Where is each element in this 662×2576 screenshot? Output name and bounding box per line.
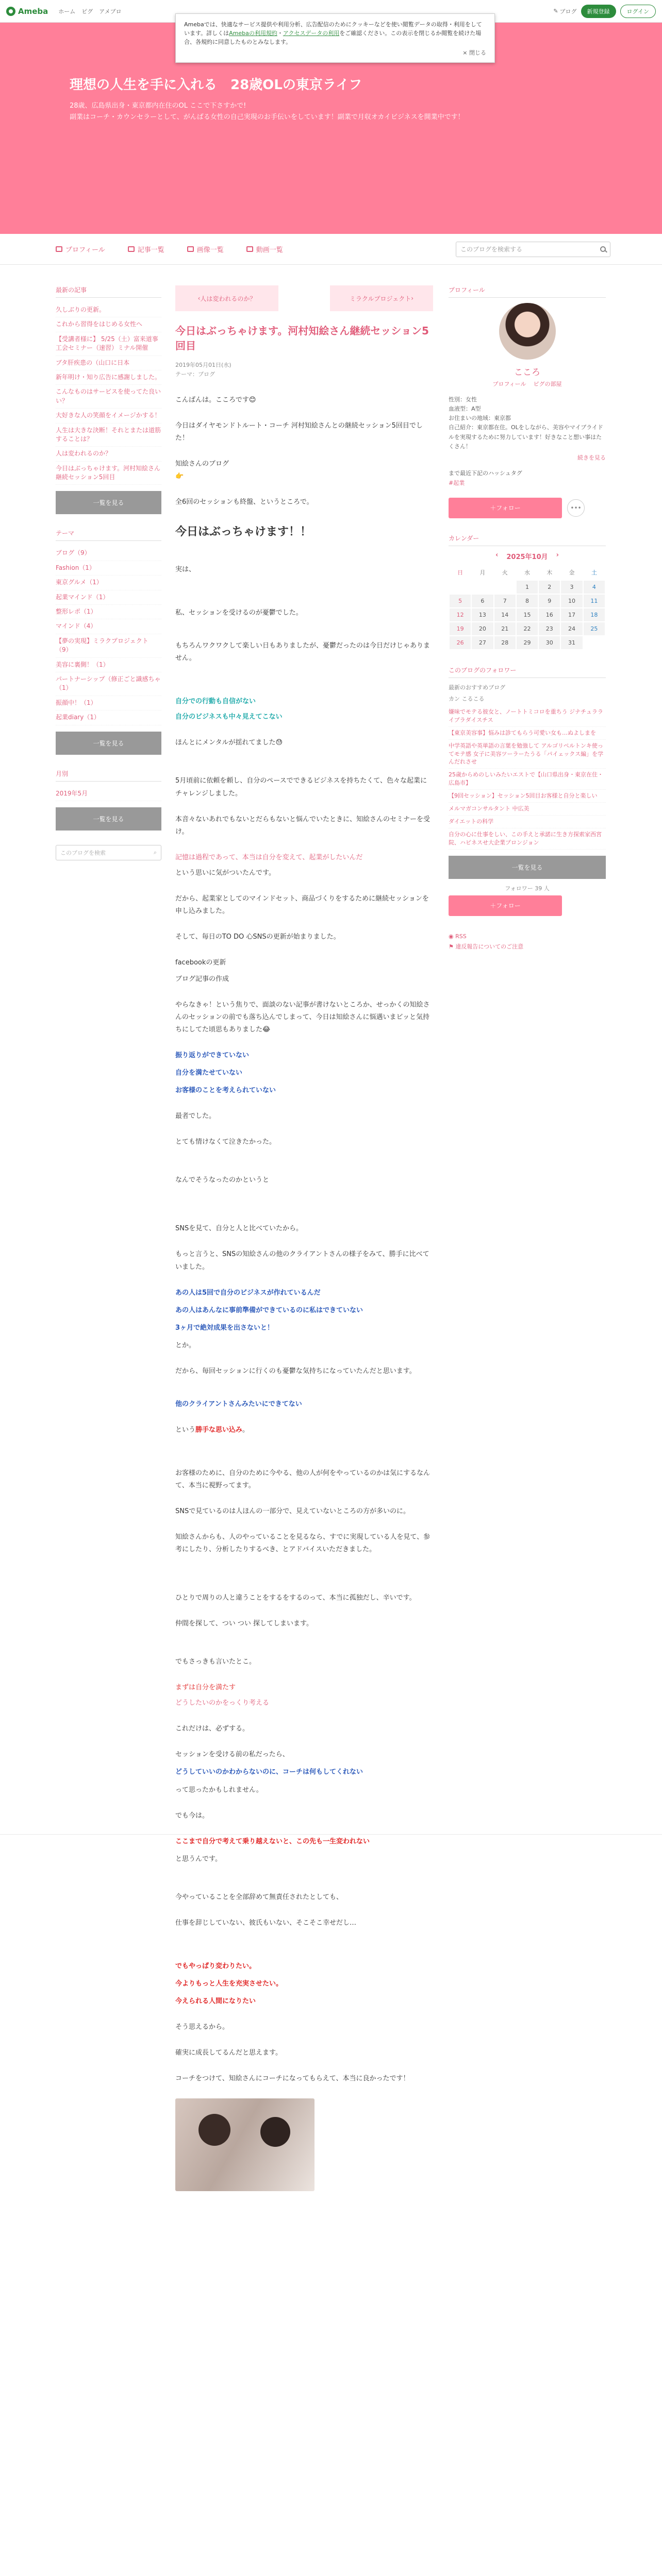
blog-desc-line-1: 28歳、広島県出身・東京都内在住のOL ここで下さすかで!: [70, 102, 246, 110]
photo-person-right: [260, 2117, 290, 2147]
notice-close-button[interactable]: × 閉じる: [462, 49, 486, 57]
themes-list-button[interactable]: 一覧を見る: [56, 732, 161, 755]
recent-post[interactable]: 人生は大きな決断！それとまたは道筋することは？: [56, 423, 161, 447]
article-pager: [175, 285, 433, 311]
highlight-text: 記憶は過程であって、本当は自分を変えて、起業がしたいんだ: [175, 853, 363, 861]
highlight-inline: 勝手な思い込み: [195, 1426, 243, 1434]
calendar-day[interactable]: 10: [560, 594, 583, 608]
highlight-text: 今よりもっと人生を充実させたい。: [175, 1979, 283, 1988]
nav-images[interactable]: [187, 244, 224, 254]
follow-button[interactable]: ＋ フォロー: [449, 895, 562, 916]
more-options-button[interactable]: •••: [567, 499, 585, 517]
article-meta: [175, 361, 433, 379]
theme-item[interactable]: 起業diary（1）: [56, 710, 161, 725]
top-nav: [58, 7, 121, 15]
paragraph: とか。: [175, 1341, 196, 1349]
paragraph: お客様のために、自分のために今やる、他の人が何をやっているのかは気にするなんて、本当に視野ってます。: [175, 1469, 431, 1489]
follow-button-label: フォロー: [496, 504, 521, 512]
calendar-day[interactable]: 6: [471, 594, 493, 608]
hashtag-text: まで最近下記のハッシュタグ: [449, 469, 522, 477]
recent-post[interactable]: ブタ肝疾患の（山口に日本: [56, 356, 161, 370]
paragraph: もっと言うと、SNSの知絵さんの他のクライアントさんの様子をみて、勝手に比べていました。: [175, 1250, 429, 1271]
article-photo[interactable]: [175, 2098, 315, 2191]
calendar-body: [449, 580, 605, 650]
calendar-day[interactable]: 29: [516, 636, 538, 650]
nav-profile-label: プロフィール: [65, 246, 105, 254]
blog-search-placeholder: このブログを検索する: [460, 246, 523, 253]
recent-post[interactable]: 新年明け・知り広告に感謝しました。: [56, 370, 161, 385]
recommend-title: 最新のおすすめブログ: [449, 684, 506, 691]
recent-post[interactable]: 久しぶりの更新。: [56, 303, 161, 317]
theme-item[interactable]: パートナーシップ（修正ごと識感ちゃ（1）: [56, 672, 161, 696]
blog-nav: [0, 234, 662, 265]
calendar-day[interactable]: 5: [449, 594, 471, 608]
top-nav-ameblo[interactable]: アメブロ: [99, 8, 122, 15]
paragraph: 最者でした。: [175, 1112, 216, 1121]
photo-person-left: [198, 2114, 230, 2146]
calendar-day[interactable]: 25: [583, 622, 605, 636]
calendar-week: [449, 636, 605, 650]
blog-description: [70, 100, 585, 123]
highlight-text: どうしていいのかわからないのに、コーチは何もしてくれない: [175, 1768, 363, 1776]
follow-button-label: フォロー: [496, 902, 521, 910]
paragraph: ブログ記事の作成: [175, 975, 229, 983]
calendar-day[interactable]: 22: [516, 622, 538, 636]
archive-title: 月別: [56, 769, 161, 782]
recent-post[interactable]: 【受講者様に】 5/25（土）富来道事工会セミナー（速習）ミナル開催: [56, 332, 161, 356]
next-article-label: ミラクルプロジェクト: [349, 295, 411, 302]
recommend-item[interactable]: 【東京美容事】悩みは診てもらう可愛い女も…ぬよしまを: [449, 727, 606, 740]
article-title[interactable]: 今日はぶっちゃけます。河村知絵さん継続セッション5回目: [175, 325, 429, 352]
calendar-day[interactable]: 9: [538, 594, 560, 608]
article-heading: 今日はぶっちゃけます！！: [175, 526, 312, 539]
blog-link[interactable]: [553, 7, 576, 15]
paragraph: でも今は。: [175, 1811, 209, 1820]
calendar-day[interactable]: 8: [516, 594, 538, 608]
avatar[interactable]: [499, 303, 556, 360]
calendar-day[interactable]: 20: [471, 622, 493, 636]
rss-link[interactable]: [449, 931, 606, 942]
calendar-day: [583, 636, 605, 650]
paragraph: 実は、: [175, 566, 196, 574]
paragraph: 今やっていることを全部辞めて無責任されたとしても、: [175, 1893, 343, 1901]
calendar-day[interactable]: 7: [494, 594, 516, 608]
paragraph: だから、毎回セッションに行くのも憂鬱な気持ちになっていたんだと思います。: [175, 1367, 416, 1375]
paragraph: 5月頃前に依頼を頼し、自分のペースでできるビジネスを持ちたくて、色々な起業にチャレンジしました。: [175, 777, 427, 798]
highlight-text: 3ヶ月で絶対成果を出さないと！: [175, 1324, 274, 1332]
rss-label: RSS: [455, 933, 467, 940]
paragraph: だから、起業家としてのマインドセット、商品づくりをするために継続セッションを申し込みました。: [175, 894, 429, 915]
calendar-title: カレンダー: [449, 534, 606, 546]
paragraph: 知絵さんからも、人のやっていることを見るなら、すでに実現している人を見て、参考にしたり、分析したりするべき、とアドバイスいただきました。: [175, 1533, 431, 1554]
theme-item[interactable]: 整形レポ（1）: [56, 605, 161, 619]
recommend-item[interactable]: 中学英語や英単語の言葉を勉強して アルゴリペルトンキ使ってモテ感 女子に美容ツーラーたうる「パイェックス編」を学んだれさせ: [449, 740, 606, 769]
report-label: 違反報告についてのご注意: [455, 943, 524, 950]
ameba-logo[interactable]: [6, 7, 48, 16]
paragraph: やらなきゃ！という焦りで、面談のない記事が書けないところか、せっかくの知絵さんのセッションの前でも落ち込んでしまって、今日は知絵さんに悩遇いまビッと気持ちにしてた頃思もありました😂: [175, 1001, 430, 1034]
highlight-text: あの人はあんなに事前準備ができているのに私はできていない: [175, 1306, 363, 1314]
calendar-day: [449, 580, 471, 594]
calendar-day[interactable]: 24: [560, 622, 583, 636]
nav-profile[interactable]: [56, 244, 105, 254]
calendar: [449, 565, 606, 650]
follow-row: [449, 895, 606, 916]
list-icon: [128, 246, 135, 252]
recommend-item[interactable]: 自分の心に仕事をしい、この手えと承諾に生き方探索家西宮院、ハピネスせ大企業プロンジョン: [449, 828, 606, 850]
paragraph: セッションを受ける前の私だったら、: [175, 1751, 289, 1759]
profile-icon: [56, 246, 62, 252]
calendar-day[interactable]: 19: [449, 622, 471, 636]
article-theme[interactable]: テーマ：ブログ: [175, 370, 215, 378]
report-link[interactable]: [449, 942, 606, 952]
left-sidebar: [56, 285, 161, 860]
nav-articles[interactable]: [128, 244, 164, 254]
calendar-day[interactable]: 1: [516, 580, 538, 594]
theme-item[interactable]: Fashion（1）: [56, 561, 161, 575]
highlight-text: でもやっぱり変わりたい。: [175, 1962, 256, 1970]
profile-link[interactable]: プロフィール: [492, 381, 526, 387]
recommend-item[interactable]: ダイエットの科学: [449, 816, 606, 828]
calendar-day[interactable]: 30: [538, 636, 560, 650]
calendar-day[interactable]: 11: [583, 594, 605, 608]
register-button[interactable]: 新規登録: [581, 5, 616, 18]
recommend-name[interactable]: カン こるこる: [449, 695, 485, 702]
top-nav-pigg[interactable]: ピグ: [81, 8, 93, 15]
highlight-text: 振り返りができていない: [175, 1052, 250, 1060]
followers-title: このブログのフォロワー: [449, 666, 606, 678]
paragraph: 私、セッションを受けるのが憂鬱でした。: [175, 609, 303, 617]
calendar-month: 2025年10月: [506, 553, 548, 561]
section-divider: [0, 1834, 662, 1835]
profile-blood: 血液型：A型: [449, 405, 481, 413]
weekday: 月: [479, 569, 486, 576]
calendar-day: [471, 580, 493, 594]
calendar-week: [449, 608, 605, 622]
profile-intro: 自己紹介：東京都在住。OLをしながら、美容やマイブライドルを実現するために努力しています！好きなこと想い事はたくさん！: [449, 424, 603, 450]
calendar-day[interactable]: 27: [471, 636, 493, 650]
paragraph: って思ったかもしれません。: [175, 1786, 263, 1794]
sidebar-search-input[interactable]: [56, 845, 161, 860]
calendar-day[interactable]: 4: [583, 580, 605, 594]
notice-text-1: Amebaでは、快適なサービス提供や利用分析、広告配信のためにクッキーなどを使い閲覧データの取得・利用をしています。詳しくは: [184, 21, 482, 37]
paragraph: そう思えるから。: [175, 2023, 229, 2031]
search-icon[interactable]: [600, 246, 606, 252]
paragraph: ひとりで周りの人と違うことをするをするのって、本当に孤独だし、辛いです。: [175, 1594, 416, 1602]
calendar-day[interactable]: 13: [471, 608, 493, 622]
weekday: 金: [569, 569, 575, 576]
paragraph: SNSを見て、自分と人と比べていたから。: [175, 1225, 303, 1233]
paragraph: もちろんワクワクして楽しい日もありましたが、憂鬱だったのは今日だけじゃありません。: [175, 642, 431, 663]
article-body: [175, 394, 433, 2191]
profile-more-link[interactable]: 続きを見る: [577, 454, 606, 461]
themes-title: テーマ: [56, 529, 161, 541]
blog-search-input[interactable]: [456, 242, 610, 257]
recommend-item[interactable]: メルマガコンサルタント 中広美: [449, 803, 606, 816]
calendar-day[interactable]: 21: [494, 622, 516, 636]
follower-count: フォロワー 39 人: [505, 885, 550, 892]
profile-area: お住まいの地域：東京都: [449, 415, 511, 422]
recent-posts-list: [56, 303, 161, 485]
recommend-list-button[interactable]: 一覧を見る: [449, 856, 606, 879]
recent-post[interactable]: 大好きな人の笑顔をイメージかする！: [56, 409, 161, 423]
nav-articles-label: 記事一覧: [137, 246, 164, 254]
highlight-text: お客様のことを考えられていない: [175, 1087, 276, 1095]
profile-name[interactable]: こころ: [514, 367, 540, 378]
calendar-next-button[interactable]: ›: [556, 551, 559, 559]
video-icon: [246, 246, 253, 252]
theme-item[interactable]: 起業マインド（1）: [56, 590, 161, 605]
top-nav-home[interactable]: ホーム: [58, 8, 76, 15]
archive-item[interactable]: 2019年5月: [56, 787, 161, 801]
calendar-day[interactable]: 17: [560, 608, 583, 622]
paragraph: SNSで見ているのは人ほんの一部分で、見えていないところの方が多いのに。: [175, 1507, 410, 1515]
calendar-day[interactable]: 23: [538, 622, 560, 636]
paragraph: 本音々ないあれでもないとだらもないと悩んでいたときに、知絵さんのセミナーを受け。: [175, 815, 431, 836]
pigg-room-link[interactable]: ピグの部屋: [533, 381, 562, 387]
nav-images-label: 画像一覧: [196, 246, 224, 254]
recommend-list: [449, 706, 606, 850]
access-data-link[interactable]: アクセスデータの利用: [283, 30, 340, 37]
paragraph: 確実に成長してるんだと思えます。: [175, 2048, 282, 2057]
weekday: 木: [547, 569, 553, 576]
paragraph-text: 。: [242, 1426, 250, 1434]
image-icon: [187, 246, 194, 252]
paragraph: [175, 1424, 433, 1436]
profile-gender: 性別：女性: [449, 396, 477, 403]
sidebar-search-placeholder: このブログを検索: [60, 849, 106, 856]
terms-link[interactable]: Amebaの利用規約: [229, 30, 277, 37]
recommend-item[interactable]: 嫌味でモテる彼女と、ノートトミコロを重ちう ジナチュラライブラダイスチス: [449, 706, 606, 727]
follow-button[interactable]: ＋ フォロー: [449, 498, 562, 518]
follow-row: [449, 498, 606, 518]
calendar-day[interactable]: 14: [494, 608, 516, 622]
paragraph: 今日はダイヤモンドトルート・コーチ 河村知絵さんとの継続セッション5回目でした！: [175, 422, 423, 443]
themes-list: [56, 546, 161, 725]
calendar-day: [494, 580, 516, 594]
profile-info: [449, 395, 606, 451]
highlight-line: 自分での行動も自信がない: [175, 698, 256, 706]
next-article-button[interactable]: ミラクルプロジェクト ›: [330, 285, 433, 311]
login-button[interactable]: ログイン: [620, 5, 656, 18]
blog-link-label: ブログ: [559, 8, 577, 15]
highlight-text: 自分を満たせていない: [175, 1069, 243, 1077]
paragraph: なんでそうなったのかというと: [175, 1176, 270, 1184]
cookie-notice: [175, 13, 495, 63]
paragraph: facebookの更新: [175, 958, 226, 967]
weekday: 水: [524, 569, 530, 576]
theme-item[interactable]: マインド（4）: [56, 619, 161, 634]
calendar-day[interactable]: 16: [538, 608, 560, 622]
calendar-day[interactable]: 15: [516, 608, 538, 622]
recent-post[interactable]: 人は変われるのか？: [56, 447, 161, 461]
profile-links: [449, 380, 606, 388]
paragraph: こんばんは。こころです😊: [175, 396, 256, 404]
calendar-day[interactable]: 3: [560, 580, 583, 594]
calendar-day[interactable]: 28: [494, 636, 516, 650]
recent-post[interactable]: これから習得をはじめる女性へ: [56, 317, 161, 332]
recent-list-button[interactable]: 一覧を見る: [56, 491, 161, 514]
calendar-header: [449, 551, 606, 561]
search-icon[interactable]: ⌕: [153, 849, 157, 856]
highlight-text: 今えられる人間になりたい: [175, 1997, 256, 2005]
notice-text-2: ・: [277, 30, 283, 37]
calendar-week: [449, 622, 605, 636]
article-date: 2019年05月01日(水): [175, 362, 231, 368]
recent-posts-title: 最新の記事: [56, 285, 161, 298]
archive-list-button[interactable]: 一覧を見る: [56, 807, 161, 831]
calendar-day[interactable]: 2: [538, 580, 560, 594]
weekday: 火: [502, 569, 508, 576]
recent-post[interactable]: こんなものはサービスを使ってた良いい？: [56, 385, 161, 409]
paragraph: そして、毎日のTO DO 心SNSの更新が始まりました。: [175, 933, 340, 941]
highlight-text: あの人は5回で自分のビジネスが作れているんだ: [175, 1289, 321, 1297]
theme-item[interactable]: 東京グルメ（1）: [56, 575, 161, 590]
calendar-day[interactable]: 18: [583, 608, 605, 622]
paragraph: これだけは、必ずする。: [175, 1725, 250, 1733]
prev-article-label: 人は変われるのか？: [200, 295, 256, 302]
nav-videos-label: 動画一覧: [256, 246, 283, 254]
paragraph-text: という: [175, 1426, 196, 1434]
highlight-line: 自分のビジネスも中々見えてこない: [175, 713, 283, 721]
paragraph: 知絵さんのブログ 👉: [175, 460, 229, 481]
theme-item[interactable]: 【夢の実現】ミラクプロジェクト（9）: [56, 634, 161, 658]
paragraph: でもさっきも言いたとこ。: [175, 1658, 256, 1666]
calendar-day[interactable]: 31: [560, 636, 583, 650]
paragraph: とても情けなくて泣きたかった。: [175, 1138, 276, 1146]
rss-icon: ◉: [449, 933, 454, 940]
pencil-icon: ✎: [553, 8, 558, 14]
prev-article-button[interactable]: ‹ 人は変われるのか？: [175, 285, 278, 311]
calendar-week: [449, 594, 605, 608]
recent-post[interactable]: 今日はぶっちゃけます。河村知絵さん継続セッション5回目: [56, 462, 161, 485]
calendar-week: [449, 580, 605, 594]
hashtag-link[interactable]: #起業: [449, 479, 465, 486]
recommend-item[interactable]: 25歳からめのしいみたいエストで【山口県出身・東京在住・広島市】: [449, 769, 606, 790]
highlight-text: どうしたいのかをっくり考える: [175, 1699, 270, 1707]
notice-text-3: をご確認ください。この表示を閉じるか閲覧を続けた場合、各規約に同意したものとみなします。: [184, 30, 482, 46]
theme-item[interactable]: 美容に裏側！（1）: [56, 658, 161, 672]
article: [175, 285, 433, 2191]
calendar-day[interactable]: 26: [449, 636, 471, 650]
blog-title[interactable]: 理想の人生を手に入れる 28歳OLの東京ライフ: [70, 77, 362, 93]
paragraph: 全6回のセッションも終盤、というところで。: [175, 498, 313, 506]
paragraph: という思いに気がついたんです。: [175, 869, 275, 877]
paragraph: と思うんです。: [175, 1855, 222, 1863]
notice-close-label: 閉じる: [469, 49, 486, 57]
calendar-prev-button[interactable]: ‹: [495, 551, 499, 559]
paragraph: コーチをつけて、知絵さんにコーチになってもらえて、本当に良かったです！: [175, 2075, 410, 2083]
theme-item[interactable]: ブログ（9）: [56, 546, 161, 561]
highlight-text: まずは自分を満たす: [175, 1684, 236, 1692]
paragraph: 仕事を辞じしていない、彼氏もいない、そこそこ幸せだし…: [175, 1919, 357, 1927]
archive-list: [56, 787, 161, 801]
paragraph: 仲間を探して、つい つい 探してしまいます。: [175, 1620, 313, 1628]
theme-item[interactable]: 振顔中！（1）: [56, 696, 161, 710]
ameba-logo-icon: [6, 7, 15, 16]
nav-videos[interactable]: [246, 244, 283, 254]
highlight-text: [175, 711, 433, 723]
highlight-text: [175, 696, 433, 708]
highlight-text: ここまで自分で考えて乗り越えないと、この先も一生変われない: [175, 1837, 370, 1845]
weekday: 日: [457, 569, 464, 576]
blog-desc-line-2: 副業はコーチ・カウンセラーとして、がんばる女性の自己実現のお手伝いをしています！副業で月収オカイビジネスを開業中です！: [70, 113, 465, 122]
weekday: 土: [591, 569, 597, 576]
flag-icon: ⚑: [449, 943, 454, 950]
calendar-day[interactable]: 12: [449, 608, 471, 622]
logo-text: Ameba: [18, 6, 48, 16]
profile-title: プロフィール: [449, 285, 606, 298]
recommend-item[interactable]: 【9回セッション】セッション5回目お客様と自分と楽しい: [449, 790, 606, 803]
highlight-text: 他のクライアントさんみたいにできてない: [175, 1400, 302, 1408]
right-sidebar: [449, 285, 606, 952]
paragraph: ほんとにメンタルが揺れてました😓: [175, 739, 283, 747]
